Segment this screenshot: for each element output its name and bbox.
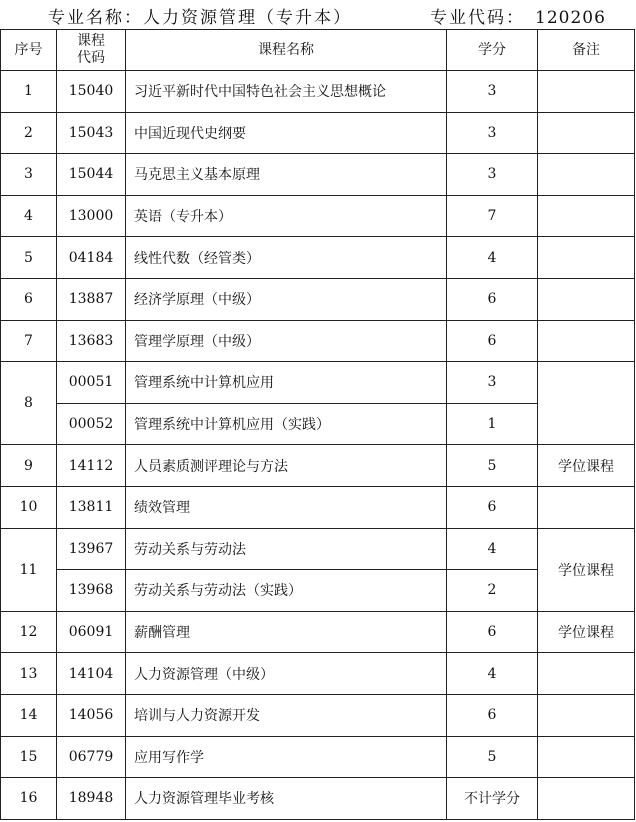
row-name: 培训与人力资源开发: [126, 694, 447, 736]
row-credit: 2: [447, 570, 538, 612]
row-note: [538, 195, 635, 237]
row-note: [538, 71, 635, 113]
major-name: 专业名称：人力资源管理（专升本）: [48, 8, 352, 28]
row-name: 人员素质测评理论与方法: [126, 445, 447, 487]
row-note: 学位课程: [538, 445, 635, 487]
row-no: 4: [1, 195, 57, 237]
row-credit: 不计学分: [447, 778, 538, 820]
row-credit: 6: [447, 278, 538, 320]
page-header: [0, 0, 636, 28]
row-credit: 6: [447, 694, 538, 736]
row-name: 经济学原理（中级）: [126, 278, 447, 320]
row-code: 13968: [57, 570, 126, 612]
row-no: 12: [1, 611, 57, 653]
row-name: 习近平新时代中国特色社会主义思想概论: [126, 71, 447, 113]
row-credit: 1: [447, 403, 538, 445]
row-no: 3: [1, 154, 57, 196]
table-row: [1, 611, 635, 653]
row-no: 13: [1, 653, 57, 695]
row-name: 应用写作学: [126, 736, 447, 778]
row-code: 13811: [57, 486, 126, 528]
major-code-label: 专业代码：: [430, 8, 525, 28]
row-note: [538, 112, 635, 154]
row-credit: 5: [447, 736, 538, 778]
row-note: [538, 778, 635, 820]
course-table: [0, 29, 635, 820]
row-name: 绩效管理: [126, 486, 447, 528]
row-no: 10: [1, 486, 57, 528]
row-note: 学位课程: [538, 611, 635, 653]
major-code: [430, 3, 606, 28]
row-name: 管理系统中计算机应用: [126, 362, 447, 404]
row-credit: 5: [447, 445, 538, 487]
row-note: [538, 653, 635, 695]
row-code: 13887: [57, 278, 126, 320]
row-note: [538, 486, 635, 528]
row-name: 管理系统中计算机应用（实践）: [126, 403, 447, 445]
row-code: 04184: [57, 237, 126, 279]
row-code: 18948: [57, 778, 126, 820]
row-note: [538, 154, 635, 196]
col-header-note: 备注: [538, 30, 635, 71]
table-row: [1, 154, 635, 196]
row-no: 7: [1, 320, 57, 362]
row-note: [538, 362, 635, 445]
row-credit: 3: [447, 362, 538, 404]
row-code: 15043: [57, 112, 126, 154]
row-code: 14056: [57, 694, 126, 736]
major-code-value: 120206: [535, 8, 606, 28]
row-code: 14112: [57, 445, 126, 487]
row-no: 16: [1, 778, 57, 820]
row-code: 15040: [57, 71, 126, 113]
row-code: 00051: [57, 362, 126, 404]
table-row: [1, 736, 635, 778]
row-name: 劳动关系与劳动法: [126, 528, 447, 570]
table-row: [1, 528, 635, 570]
row-credit: 4: [447, 237, 538, 279]
row-credit: 4: [447, 653, 538, 695]
row-no: 2: [1, 112, 57, 154]
table-row: [1, 195, 635, 237]
row-credit: 6: [447, 320, 538, 362]
row-credit: 6: [447, 611, 538, 653]
table-row: [1, 362, 635, 404]
row-name: 马克思主义基本原理: [126, 154, 447, 196]
row-code: 00052: [57, 403, 126, 445]
col-header-no: 序号: [1, 30, 57, 71]
table-row: [1, 486, 635, 528]
table-row: [1, 278, 635, 320]
table-row: [1, 694, 635, 736]
row-no: 6: [1, 278, 57, 320]
row-note: [538, 237, 635, 279]
row-name: 线性代数（经管类）: [126, 237, 447, 279]
row-name: 劳动关系与劳动法（实践）: [126, 570, 447, 612]
row-name: 人力资源管理毕业考核: [126, 778, 447, 820]
row-credit: 4: [447, 528, 538, 570]
row-no: 9: [1, 445, 57, 487]
row-no: 14: [1, 694, 57, 736]
row-credit: 3: [447, 112, 538, 154]
table-row: [1, 653, 635, 695]
row-name: 人力资源管理（中级）: [126, 653, 447, 695]
row-note: [538, 278, 635, 320]
row-code: 13683: [57, 320, 126, 362]
table-row: [1, 320, 635, 362]
row-name: 薪酬管理: [126, 611, 447, 653]
row-code: 14104: [57, 653, 126, 695]
row-name: 中国近现代史纲要: [126, 112, 447, 154]
row-no: 5: [1, 237, 57, 279]
row-code: 06091: [57, 611, 126, 653]
row-note: [538, 320, 635, 362]
row-note: 学位课程: [538, 528, 635, 611]
row-note: [538, 736, 635, 778]
row-name: 英语（专升本）: [126, 195, 447, 237]
table-header-row: [1, 30, 635, 71]
row-no: 15: [1, 736, 57, 778]
col-header-name: 课程名称: [126, 30, 447, 71]
row-no: 8: [1, 362, 57, 445]
row-credit: 6: [447, 486, 538, 528]
row-credit: 3: [447, 154, 538, 196]
row-no: 1: [1, 71, 57, 113]
row-code: 06779: [57, 736, 126, 778]
table-row: [1, 237, 635, 279]
table-row: [1, 778, 635, 820]
row-code: 13967: [57, 528, 126, 570]
col-header-credit: 学分: [447, 30, 538, 71]
col-header-code-line1: 课程: [77, 33, 105, 49]
row-code: 13000: [57, 195, 126, 237]
row-credit: 7: [447, 195, 538, 237]
col-header-code: [57, 30, 126, 71]
row-code: 15044: [57, 154, 126, 196]
row-note: [538, 694, 635, 736]
row-no: 11: [1, 528, 57, 611]
row-name: 管理学原理（中级）: [126, 320, 447, 362]
table-row: [1, 71, 635, 113]
row-credit: 3: [447, 71, 538, 113]
col-header-code-line2: 代码: [77, 50, 105, 66]
table-row: [1, 445, 635, 487]
table-row: [1, 112, 635, 154]
